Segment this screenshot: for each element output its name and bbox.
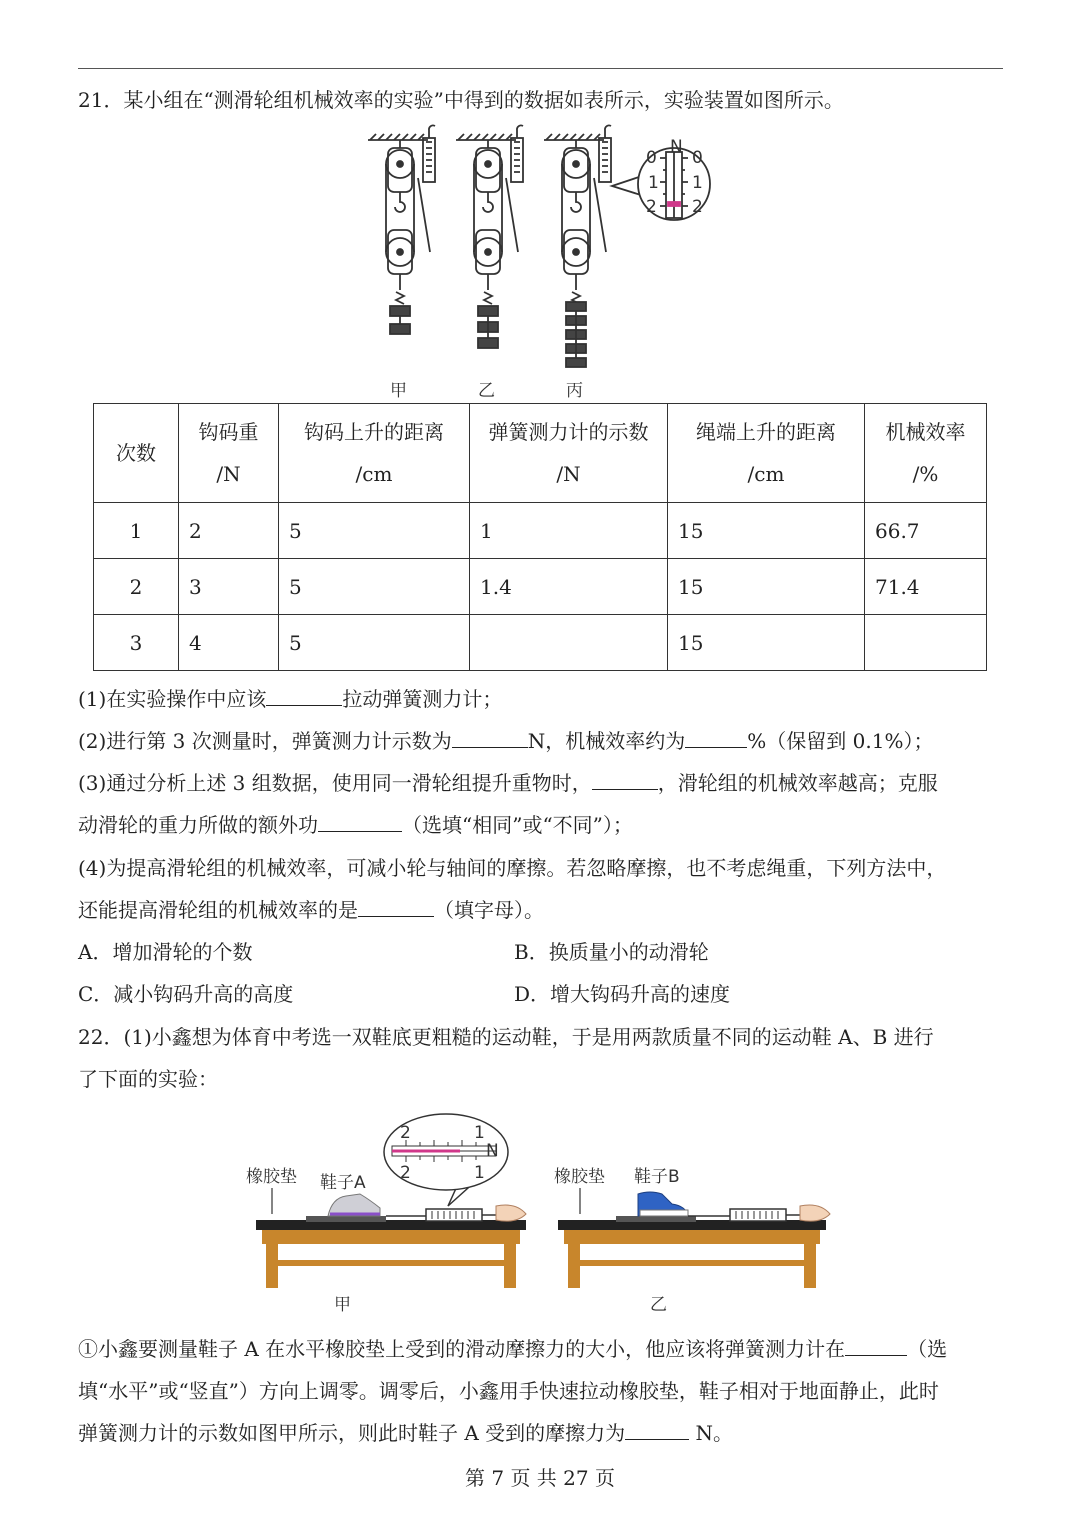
answer-blank[interactable]: [318, 813, 402, 832]
zoom-tick-2-right: 2: [692, 197, 703, 217]
table-row: [94, 615, 987, 671]
q22-s2: 填“水平”或“竖直”）方向上调零。调零后，小鑫用手快速拉动橡胶垫，鞋子相对于地面静止，此时: [78, 1379, 939, 1403]
q21-part3-cont: 动滑轮的重力所做的额外功 （选填“相同”或“不同”）；: [78, 813, 633, 837]
table-cell: 71.4: [865, 559, 987, 615]
top-rule: [78, 68, 1003, 69]
answer-blank[interactable]: [625, 1421, 689, 1440]
bubble-scale-unit: N: [486, 1141, 499, 1161]
q22-s3: 弹簧测力计的示数如图甲所示，则此时鞋子 A 受到的摩擦力为 N。: [78, 1421, 734, 1445]
table-row: [94, 503, 987, 559]
answer-blank[interactable]: [845, 1337, 907, 1356]
q21-part3: (3)通过分析上述 3 组数据，使用同一滑轮组提升重物时， ，滑轮组的机械效率越高；克服: [78, 771, 938, 795]
table-cell: 3: [179, 559, 279, 615]
table-cell: 66.7: [865, 503, 987, 559]
table-cell: 3: [94, 615, 179, 671]
zoom-scale-unit: N: [670, 137, 683, 157]
friction-figure: [236, 1110, 846, 1320]
table-cell: 4: [179, 615, 279, 671]
table-row: [94, 559, 987, 615]
zoom-tick-0-right: 0: [692, 148, 703, 168]
page-footer: 第 7 页 共 27 页: [465, 1466, 615, 1490]
table-cell: [865, 615, 987, 671]
pulley-apparatus-jia: [368, 125, 435, 334]
q21-part4: (4)为提高滑轮组的机械效率，可减小轮与轴间的摩擦。若忽略摩擦，也不考虑绳重，下列方法中，: [78, 856, 947, 880]
table-header: 机械效率 /%: [865, 404, 987, 503]
q22-s1: ①小鑫要测量鞋子 A 在水平橡胶垫上受到的滑动摩擦力的大小，他应该将弹簧测力计在 （选: [78, 1337, 948, 1361]
caption-yi: 乙: [650, 1295, 667, 1315]
q21-part1: (1)在实验操作中应该 拉动弹簧测力计；: [78, 687, 503, 711]
zoom-tick-2-left: 2: [646, 197, 657, 217]
fig-label-bing: 丙: [566, 381, 583, 401]
bubble-tick-2-top: 2: [400, 1123, 411, 1143]
label-rubber-pad-right: 橡胶垫: [554, 1167, 605, 1187]
table-cell: 15: [668, 559, 865, 615]
table-header-row: [94, 404, 987, 503]
pulley-apparatus-yi: [456, 125, 523, 348]
data-table: [93, 403, 987, 671]
q22-intro: 22．(1)小鑫想为体育中考选一双鞋底更粗糙的运动鞋，于是用两款质量不同的运动鞋 A、B 进行: [78, 1025, 934, 1049]
answer-blank[interactable]: [266, 687, 342, 706]
table-yi: [558, 1192, 830, 1288]
fig-label-yi: 乙: [478, 381, 495, 401]
q21-intro: 21．某小组在“测滑轮组机械效率的实验”中得到的数据如表所示，实验装置如图所示。: [78, 88, 844, 112]
bubble-tick-1-bottom: 1: [474, 1163, 485, 1183]
label-shoe-b: 鞋子B: [634, 1167, 680, 1187]
caption-jia: 甲: [334, 1295, 351, 1315]
table-header: 钩码上升的距离 /cm: [279, 404, 470, 503]
table-header: 次数: [94, 404, 179, 503]
answer-blank[interactable]: [452, 729, 528, 748]
option-b: B．换质量小的动滑轮: [514, 940, 709, 964]
zoom-tick-0-left: 0: [646, 148, 657, 168]
pulley-apparatus-bing: [544, 125, 611, 367]
answer-blank[interactable]: [685, 729, 747, 748]
table-cell: 2: [179, 503, 279, 559]
pulley-figure: [360, 118, 720, 403]
table-cell: 1.4: [470, 559, 668, 615]
table-cell: 5: [279, 615, 470, 671]
table-cell: 2: [94, 559, 179, 615]
answer-blank[interactable]: [358, 898, 434, 917]
table-header: 弹簧测力计的示数 /N: [470, 404, 668, 503]
option-d: D．增大钩码升高的速度: [514, 982, 731, 1006]
option-c: C．减小钩码升高的高度: [78, 982, 294, 1006]
table-header: 钩码重 /N: [179, 404, 279, 503]
label-shoe-a: 鞋子A: [320, 1173, 366, 1193]
table-cell: 5: [279, 503, 470, 559]
table-cell: 5: [279, 559, 470, 615]
table-header: 绳端上升的距离 /cm: [668, 404, 865, 503]
fig-label-jia: 甲: [390, 381, 407, 401]
option-a: A．增加滑轮的个数: [78, 940, 253, 964]
table-cell: [470, 615, 668, 671]
table-cell: 15: [668, 503, 865, 559]
table-cell: 15: [668, 615, 865, 671]
q22-intro-cont: 了下面的实验：: [78, 1067, 218, 1091]
zoom-tick-1-right: 1: [692, 173, 703, 193]
label-rubber-pad-left: 橡胶垫: [246, 1167, 297, 1187]
bubble-tick-2-bottom: 2: [400, 1163, 411, 1183]
bubble-tick-1-top: 1: [474, 1123, 485, 1143]
q21-part4-cont: 还能提高滑轮组的机械效率的是 （填字母）。: [78, 898, 544, 922]
table-cell: 1: [94, 503, 179, 559]
zoom-tick-1-left: 1: [648, 173, 659, 193]
answer-blank[interactable]: [592, 771, 658, 790]
q21-part2: (2)进行第 3 次测量时，弹簧测力计示数为 N，机械效率约为 %（保留到 0.1%）；: [78, 729, 934, 753]
table-cell: 1: [470, 503, 668, 559]
